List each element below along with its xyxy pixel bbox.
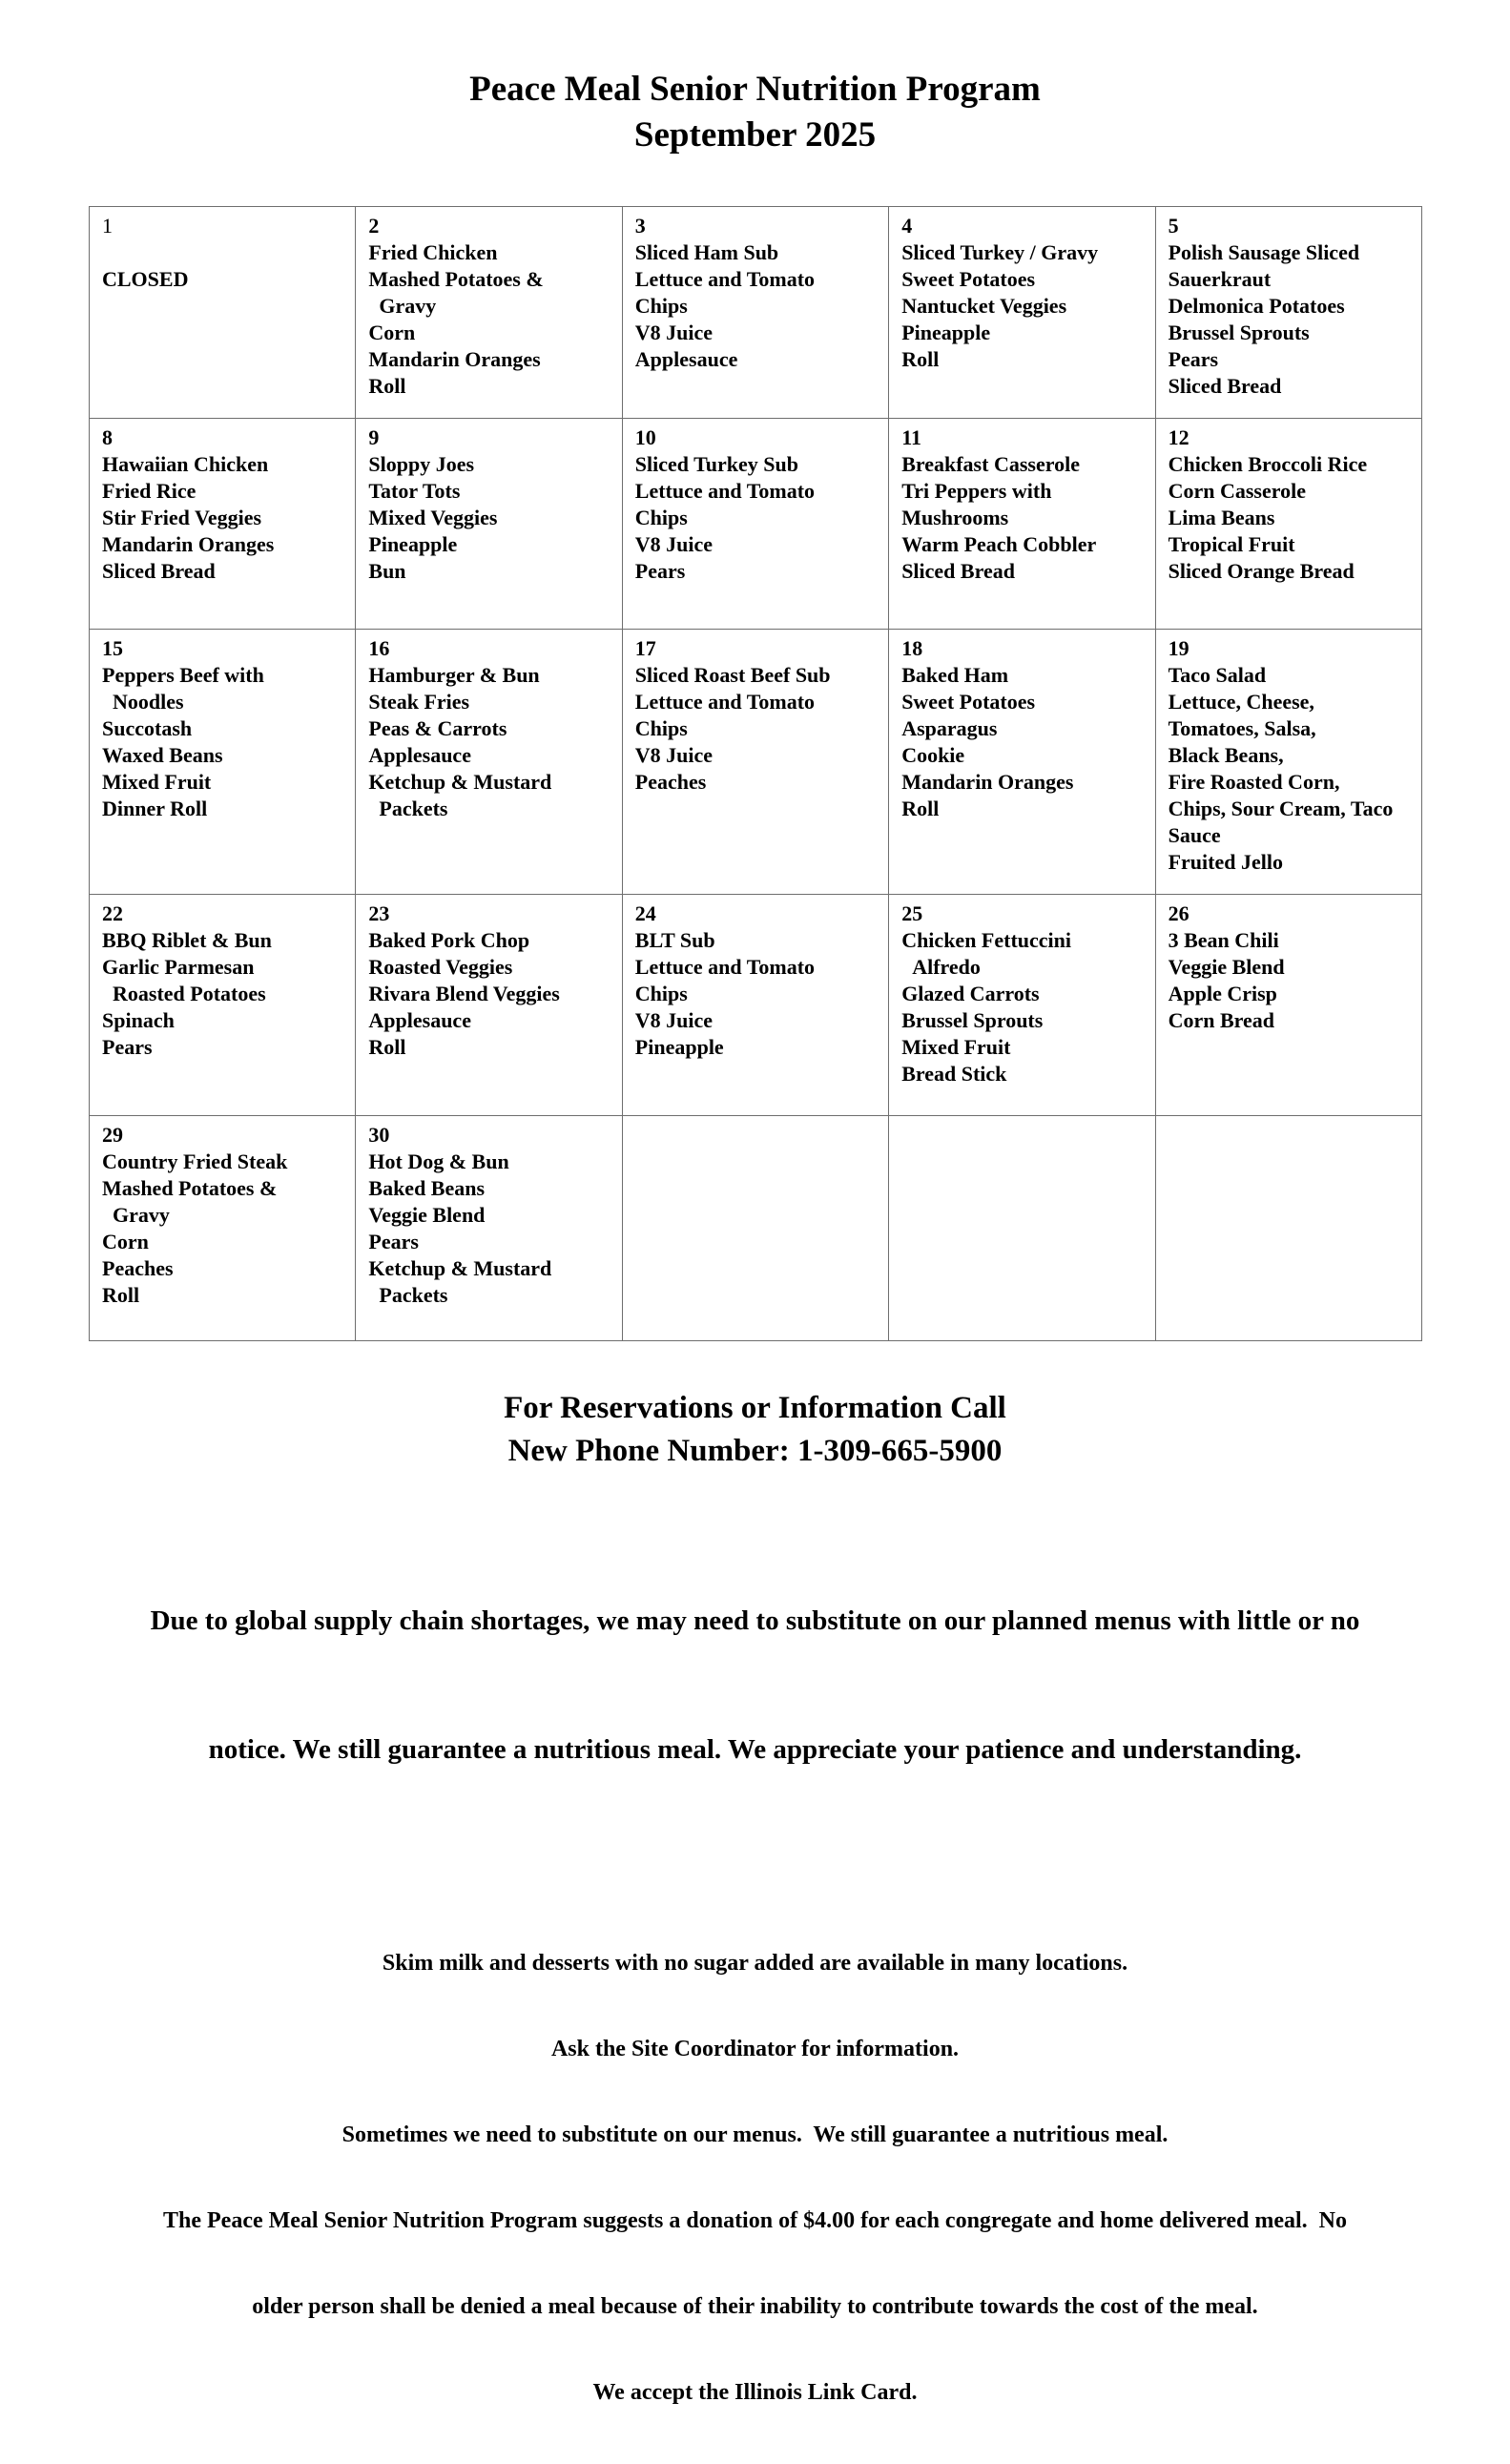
menu-line: Peaches [102,1256,174,1281]
menu-line: Packets [368,1283,448,1308]
menu-line: Gravy [102,1203,170,1228]
day-number: 23 [368,901,390,926]
calendar-cell-day-19 [1156,630,1422,895]
menu-line: Sliced Turkey Sub [634,452,798,477]
calendar-cell-day-3 [623,207,889,419]
menu-line: Mashed Potatoes & [102,1176,278,1201]
fine-print-block [0,1892,1510,2464]
day-number: 30 [368,1123,390,1148]
menu-line: Pears [368,1230,419,1254]
menu-line: Mandarin Oranges [102,532,275,557]
calendar-cell-day-1 [90,207,356,419]
menu-line: Pears [102,1035,153,1060]
menu-line: BLT Sub [634,928,715,953]
day-number: 26 [1168,901,1189,926]
menu-line: Glazed Carrots [901,982,1040,1006]
menu-line: Chicken Fettuccini [901,928,1072,953]
calendar-cell-day-26 [1156,895,1422,1116]
menu-line: Lettuce and Tomato [634,267,816,292]
day-number: 24 [634,901,656,926]
calendar-cell-day-17 [623,630,889,895]
fine-print-line: The Peace Meal Senior Nutrition Program suggests a donation of $4.00 for each congregate and home delivered meal. No [163,2207,1347,2233]
menu-line: Chips, Sour Cream, Taco [1168,797,1394,821]
menu-line: Mixed Fruit [901,1035,1011,1060]
page-title [0,67,1510,158]
day-number: 2 [368,214,380,238]
fine-print-line: Ask the Site Coordinator for information. [550,2036,960,2061]
menu-line: Sauce [1168,823,1221,848]
menu-line: Tomatoes, Salsa, [1168,716,1316,741]
day-number: 22 [102,901,123,926]
calendar-cell-day-30 [356,1116,622,1341]
day-number: 15 [102,636,123,661]
menu-line: Pears [634,559,686,584]
day-number: 16 [368,636,390,661]
calendar-row [90,1116,1422,1341]
substitution-notice [0,1514,1510,1857]
menu-line: Sliced Ham Sub [634,240,779,265]
day-number: 3 [634,214,646,238]
fine-print-line: Skim milk and desserts with no sugar added are available in many locations. [382,1950,1128,1976]
menu-line: Bun [368,559,406,584]
menu-line: Corn [368,321,416,345]
day-number: 10 [634,425,656,450]
menu-line: Lettuce and Tomato [634,955,816,980]
notice-line: Due to global supply chain shortages, we may need to substitute on our planned menus with little or no [150,1605,1360,1637]
menu-line: Mashed Potatoes & [368,267,544,292]
program-title: Peace Meal Senior Nutrition Program [469,70,1041,109]
menu-line: Ketchup & Mustard [368,770,552,795]
menu-line: Brussel Sprouts [901,1008,1044,1033]
menu-line: Sliced Bread [1168,374,1282,399]
menu-line: Spinach [102,1008,175,1033]
menu-line: Dinner Roll [102,797,208,821]
fine-print-line: Sometimes we need to substitute on our menus. We still guarantee a nutritious meal. [341,2122,1169,2147]
menu-line: Noodles [102,690,184,714]
menu-line: V8 Juice [634,321,714,345]
menu-line: 3 Bean Chili [1168,928,1279,953]
menu-line: Brussel Sprouts [1168,321,1310,345]
menu-line: Pears [1168,347,1219,372]
calendar-row [90,895,1422,1116]
reservations-block [0,1387,1510,1472]
menu-line: V8 Juice [634,1008,714,1033]
menu-line: Ketchup & Mustard [368,1256,552,1281]
menu-line: Corn [102,1230,149,1254]
menu-line: Hamburger & Bun [368,663,540,688]
calendar-cell-day-16 [356,630,622,895]
menu-line: Tropical Fruit [1168,532,1295,557]
calendar-cell-day-5 [1156,207,1422,419]
menu-line: Chips [634,716,688,741]
menu-line: Cookie [901,743,965,768]
menu-line: Mixed Fruit [102,770,212,795]
menu-line: Sweet Potatoes [901,690,1036,714]
menu-line: Sweet Potatoes [901,267,1036,292]
menu-line: Stir Fried Veggies [102,506,262,530]
menu-line: Pineapple [634,1035,724,1060]
calendar-cell-day-2 [356,207,622,419]
menu-line: Lettuce, Cheese, [1168,690,1314,714]
menu-line: Applesauce [634,347,738,372]
menu-line: Sliced Roast Beef Sub [634,663,831,688]
menu-line: Fruited Jello [1168,850,1283,875]
menu-line: V8 Juice [634,532,714,557]
menu-line: Polish Sausage Sliced [1168,240,1360,265]
menu-line: Chips [634,982,688,1006]
menu-line: Tri Peppers with [901,479,1052,504]
menu-line: Sliced Orange Bread [1168,559,1355,584]
menu-line: Roll [901,797,940,821]
menu-line: Fried Rice [102,479,197,504]
menu-line: Fire Roasted Corn, [1168,770,1340,795]
menu-line: Delmonica Potatoes [1168,294,1345,319]
day-number: 29 [102,1123,123,1148]
calendar-cell-day-4 [889,207,1155,419]
day-number: 18 [901,636,923,661]
day-number: 17 [634,636,656,661]
menu-line: Mandarin Oranges [368,347,541,372]
menu-line: Veggie Blend [368,1203,486,1228]
menu-line: CLOSED [102,267,189,292]
calendar-cell-day-22 [90,895,356,1116]
menu-line: Waxed Beans [102,743,223,768]
menu-line: Mixed Veggies [368,506,498,530]
day-number: 12 [1168,425,1189,450]
menu-line: Succotash [102,716,193,741]
menu-line: Applesauce [368,1008,471,1033]
menu-line: Baked Pork Chop [368,928,530,953]
menu-line: Roll [368,1035,406,1060]
menu-line: Alfredo [901,955,981,980]
calendar-cell-empty [623,1116,889,1341]
calendar-row [90,419,1422,630]
day-number: 4 [901,214,913,238]
menu-line: Roasted Veggies [368,955,513,980]
calendar-cell-day-9 [356,419,622,630]
calendar-cell-day-18 [889,630,1155,895]
month-title: September 2025 [633,115,877,155]
menu-line: V8 Juice [634,743,714,768]
menu-line: Chips [634,506,688,530]
notice-line: notice. We still guarantee a nutritious meal. We appreciate your patience and understanding. [208,1733,1302,1765]
menu-line: Pineapple [368,532,458,557]
menu-line: Corn Casserole [1168,479,1307,504]
menu-calendar-table [89,206,1422,1341]
menu-line: Rivara Blend Veggies [368,982,560,1006]
menu-line: Roll [368,374,406,399]
menu-line: Taco Salad [1168,663,1267,688]
calendar-cell-day-10 [623,419,889,630]
menu-line: Breakfast Casserole [901,452,1080,477]
menu-line: Corn Bread [1168,1008,1275,1033]
menu-line: Sliced Turkey / Gravy [901,240,1099,265]
menu-line: Applesauce [368,743,471,768]
menu-line: Veggie Blend [1168,955,1285,980]
calendar-cell-day-12 [1156,419,1422,630]
menu-line: Lettuce and Tomato [634,479,816,504]
day-number: 25 [901,901,923,926]
calendar-row [90,630,1422,895]
menu-line: Hot Dog & Bun [368,1149,509,1174]
menu-line: Roll [901,347,940,372]
menu-line: Nantucket Veggies [901,294,1067,319]
menu-line: Sloppy Joes [368,452,475,477]
menu-line: Mushrooms [901,506,1009,530]
calendar-cell-empty [1156,1116,1422,1341]
menu-line: Roll [102,1283,140,1308]
calendar-cell-empty [889,1116,1155,1341]
menu-line: Lettuce and Tomato [634,690,816,714]
calendar-cell-day-23 [356,895,622,1116]
menu-line: Sauerkraut [1168,267,1272,292]
menu-line: Roasted Potatoes [102,982,266,1006]
menu-line: Chicken Broccoli Rice [1168,452,1368,477]
menu-line: Asparagus [901,716,998,741]
menu-line: Sliced Bread [102,559,216,584]
menu-line: Country Fried Steak [102,1149,288,1174]
menu-line: Peaches [634,770,707,795]
calendar-cell-day-11 [889,419,1155,630]
calendar-cell-day-8 [90,419,356,630]
menu-line: Lima Beans [1168,506,1275,530]
menu-line: Fried Chicken [368,240,498,265]
menu-line: Gravy [368,294,437,319]
menu-line: Tator Tots [368,479,461,504]
menu-line: Black Beans, [1168,743,1284,768]
menu-line: Peppers Beef with [102,663,264,688]
menu-line: Mandarin Oranges [901,770,1074,795]
menu-line: Apple Crisp [1168,982,1277,1006]
menu-line: Steak Fries [368,690,470,714]
menu-line: Garlic Parmesan [102,955,255,980]
day-number: 9 [368,425,380,450]
menu-line: Baked Beans [368,1176,486,1201]
day-number: 8 [102,425,113,450]
fine-print-line: We accept the Illinois Link Card. [592,2379,918,2405]
calendar-cell-day-15 [90,630,356,895]
phone-number-line: New Phone Number: 1-309-665-5900 [507,1433,1003,1468]
menu-line [102,239,347,266]
reservations-call-line: For Reservations or Information Call [504,1391,1006,1426]
menu-line: Chips [634,294,688,319]
menu-line: Peas & Carrots [368,716,507,741]
menu-line: Hawaiian Chicken [102,452,269,477]
fine-print-line: older person shall be denied a meal because of their inability to contribute towards the cost of the meal. [252,2293,1258,2319]
day-number: 19 [1168,636,1189,661]
menu-line: Packets [368,797,448,821]
menu-line: Bread Stick [901,1062,1007,1087]
menu-line: Baked Ham [901,663,1009,688]
day-number: 11 [901,425,921,450]
day-number: 5 [1168,214,1179,238]
menu-line: Pineapple [901,321,991,345]
calendar-cell-day-29 [90,1116,356,1341]
menu-line: BBQ Riblet & Bun [102,928,272,953]
menu-line: Warm Peach Cobbler [901,532,1097,557]
day-number: 1 [102,214,113,238]
menu-line: Sliced Bread [901,559,1015,584]
calendar-cell-day-25 [889,895,1155,1116]
calendar-cell-day-24 [623,895,889,1116]
calendar-row [90,207,1422,419]
